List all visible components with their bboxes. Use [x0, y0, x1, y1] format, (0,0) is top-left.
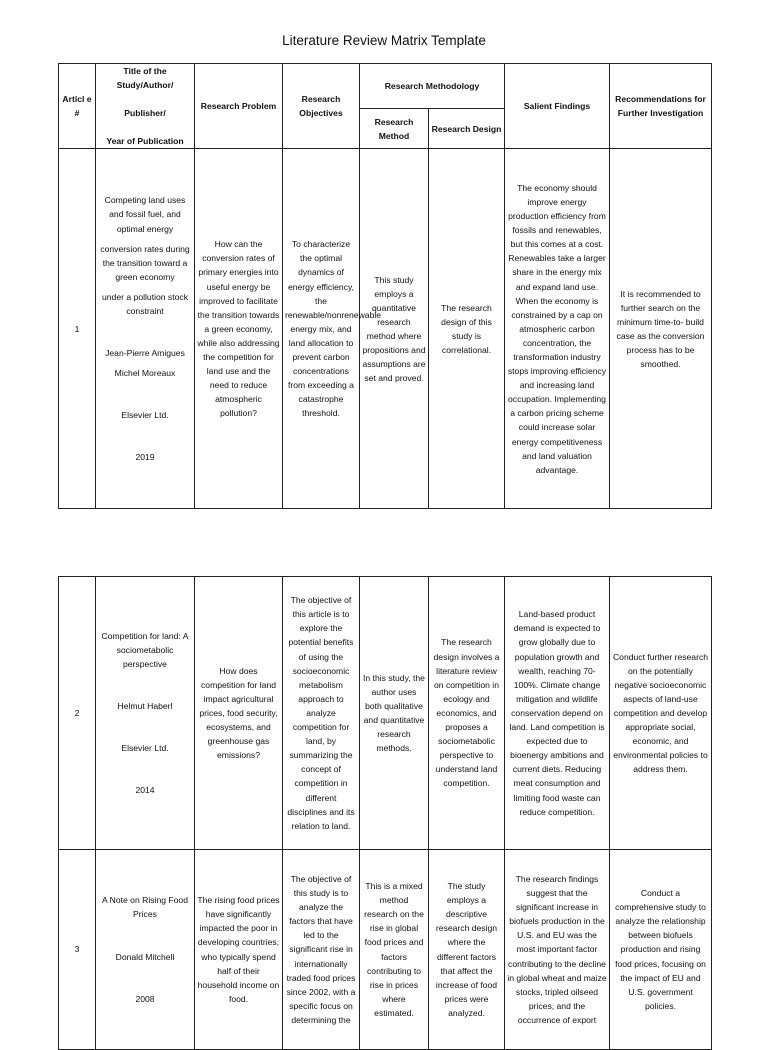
literature-matrix-table-1 — [58, 63, 712, 509]
row-3-title: A Note on Rising Food Prices — [102, 895, 188, 920]
header-salient-findings: Salient Findings — [505, 64, 610, 149]
header-recommendations: Recommendations for Further Investigation — [610, 64, 712, 149]
header-research-problem: Research Problem — [195, 64, 283, 149]
row-1-problem: How can the conversion rates of primary energies into useful energy be improved to facilitate the transition towards a green economy, while also addressing the competition for land use and the need to reduce atmospheric pollution? — [195, 149, 283, 509]
row-3-author: Donald Mitchell — [115, 951, 175, 962]
row-1-publisher: Elsevier Ltd. — [121, 410, 169, 421]
row-1-title: Competing land uses and fossil fuel, and optimal energy — [104, 195, 186, 234]
row-1-method: This study employs a quantitative research method where propositions and assumptions are set and proved. — [360, 149, 429, 509]
row-1-author-1: Jean-Pierre Amigues — [105, 348, 185, 359]
header-title-line-3: Year of Publication — [106, 136, 184, 147]
header-research-objectives: Research Objectives — [283, 64, 360, 149]
row-3-design: The study employs a descriptive research design where the different factors that affect the increase of food prices were analyzed. — [429, 850, 505, 1050]
row-1-year: 2019 — [135, 452, 155, 463]
page-title: Literature Review Matrix Template — [282, 33, 486, 48]
row-2-objectives: The objective of this article is to explore the potential benefits of using the socioeconomic metabolism approach to analyze competition for land, by summarizing the concept of competition in different disciplines and its relation to land. — [283, 577, 360, 850]
row-2-title-cell — [96, 577, 195, 850]
header-title-study — [96, 64, 195, 149]
row-1-recommendations: It is recommended to further search on the minimum time-to- build case as the conversion process has to be smoothed. — [610, 149, 712, 509]
header-article-no: Articl e # — [59, 64, 96, 149]
header-title-line-1: Title of the Study/Author/ — [116, 66, 174, 91]
row-2-title: Competition for land: A sociometabolic perspective — [101, 630, 189, 669]
row-1-objectives: To characterize the optimal dynamics of energy efficiency, the renewable/nonrenewable energy mix, and land allocation to prevent carbon concentrations from exceeding a catastrophe threshold. — [283, 149, 360, 509]
row-2-author: Helmut Haberl — [117, 701, 173, 711]
row-3-objectives: The objective of this study is to analyze the factors that have led to the significant rise in internationally traded food prices since 2002, with a specific focus on determining the — [283, 850, 360, 1050]
row-2-findings: Land-based product demand is expected to grow globally due to population growth and wealth, reaching 70-100%. Climate change mitigation and wildlife conservation depend on land. Land competition is expected due to bioenergy ambitions and current diets. Reducing meat consumption and limiting food waste can reduce competition. — [505, 577, 610, 850]
row-2-year: 2014 — [135, 785, 155, 796]
header-title-line-2: Publisher/ — [124, 108, 166, 119]
row-3-title-cell — [96, 850, 195, 1050]
row-2-number: 2 — [59, 577, 96, 850]
table-row — [59, 149, 712, 509]
row-3-year: 2008 — [135, 993, 155, 1004]
row-3-findings: The research findings suggest that the significant increase in biofuels production in the U.S. and EU was the most important factor contributing to the decline in global wheat and maize stocks, tripled oilseed prices, and the occurrence of export — [505, 850, 610, 1050]
row-2-problem: How does competition for land impact agricultural prices, food security, ecosystems, and greenhouse gas emissions? — [195, 577, 283, 850]
table-row — [59, 577, 712, 850]
row-3-recommendations: Conduct a comprehensive study to analyze the relationship between biofuels production and rising food prices, focusing on the impact of EU and U.S. government policies. — [610, 850, 712, 1050]
row-1-title-cont2: under a pollution stock constraint — [102, 291, 188, 316]
row-2-design: The research design involves a literature review on competition in ecology and economics, and proposes a sociometabolic perspective to understand land competition. — [429, 577, 505, 850]
row-2-method: In this study, the author uses both qualitative and quantitative research methods. — [360, 577, 429, 850]
row-2-publisher: Elsevier Ltd. — [121, 743, 169, 754]
row-1-title-cell — [96, 149, 195, 509]
literature-matrix-table-2 — [58, 576, 712, 1050]
row-1-number: 1 — [59, 149, 96, 509]
row-1-design: The research design of this study is correlational. — [429, 149, 505, 509]
row-3-method: This is a mixed method research on the rise in global food prices and factors contributing to rise in prices where estimated. — [360, 850, 429, 1050]
row-1-findings: The economy should improve energy production efficiency from fossils and renewables, but this comes at a cost. Renewables take a larger share in the energy mix and expand land use. When the economy is constrained by a cap on atmospheric carbon concentration, the transformation industry stops improving efficiency and increasing land occupation. Implementing a carbon pricing scheme could increase solar energy competitiveness and land valuation advantage. — [505, 149, 610, 509]
header-research-design: Research Design — [429, 108, 505, 149]
table-row — [59, 850, 712, 1050]
header-research-methodology: Research Methodology — [360, 64, 505, 109]
row-2-recommendations: Conduct further research on the potentially negative socioeconomic aspects of land-use competition and develop appropriate social, economic, and environmental policies to address them. — [610, 577, 712, 850]
header-research-method: Research Method — [360, 108, 429, 149]
row-1-author-2: Michel Moreaux — [114, 368, 176, 379]
row-3-problem: The rising food prices have significantly impacted the poor in developing countries, who typically spend half of their household income on food. — [195, 850, 283, 1050]
row-1-title-cont: conversion rates during the transition toward a green economy — [100, 243, 190, 282]
row-3-number: 3 — [59, 850, 96, 1050]
